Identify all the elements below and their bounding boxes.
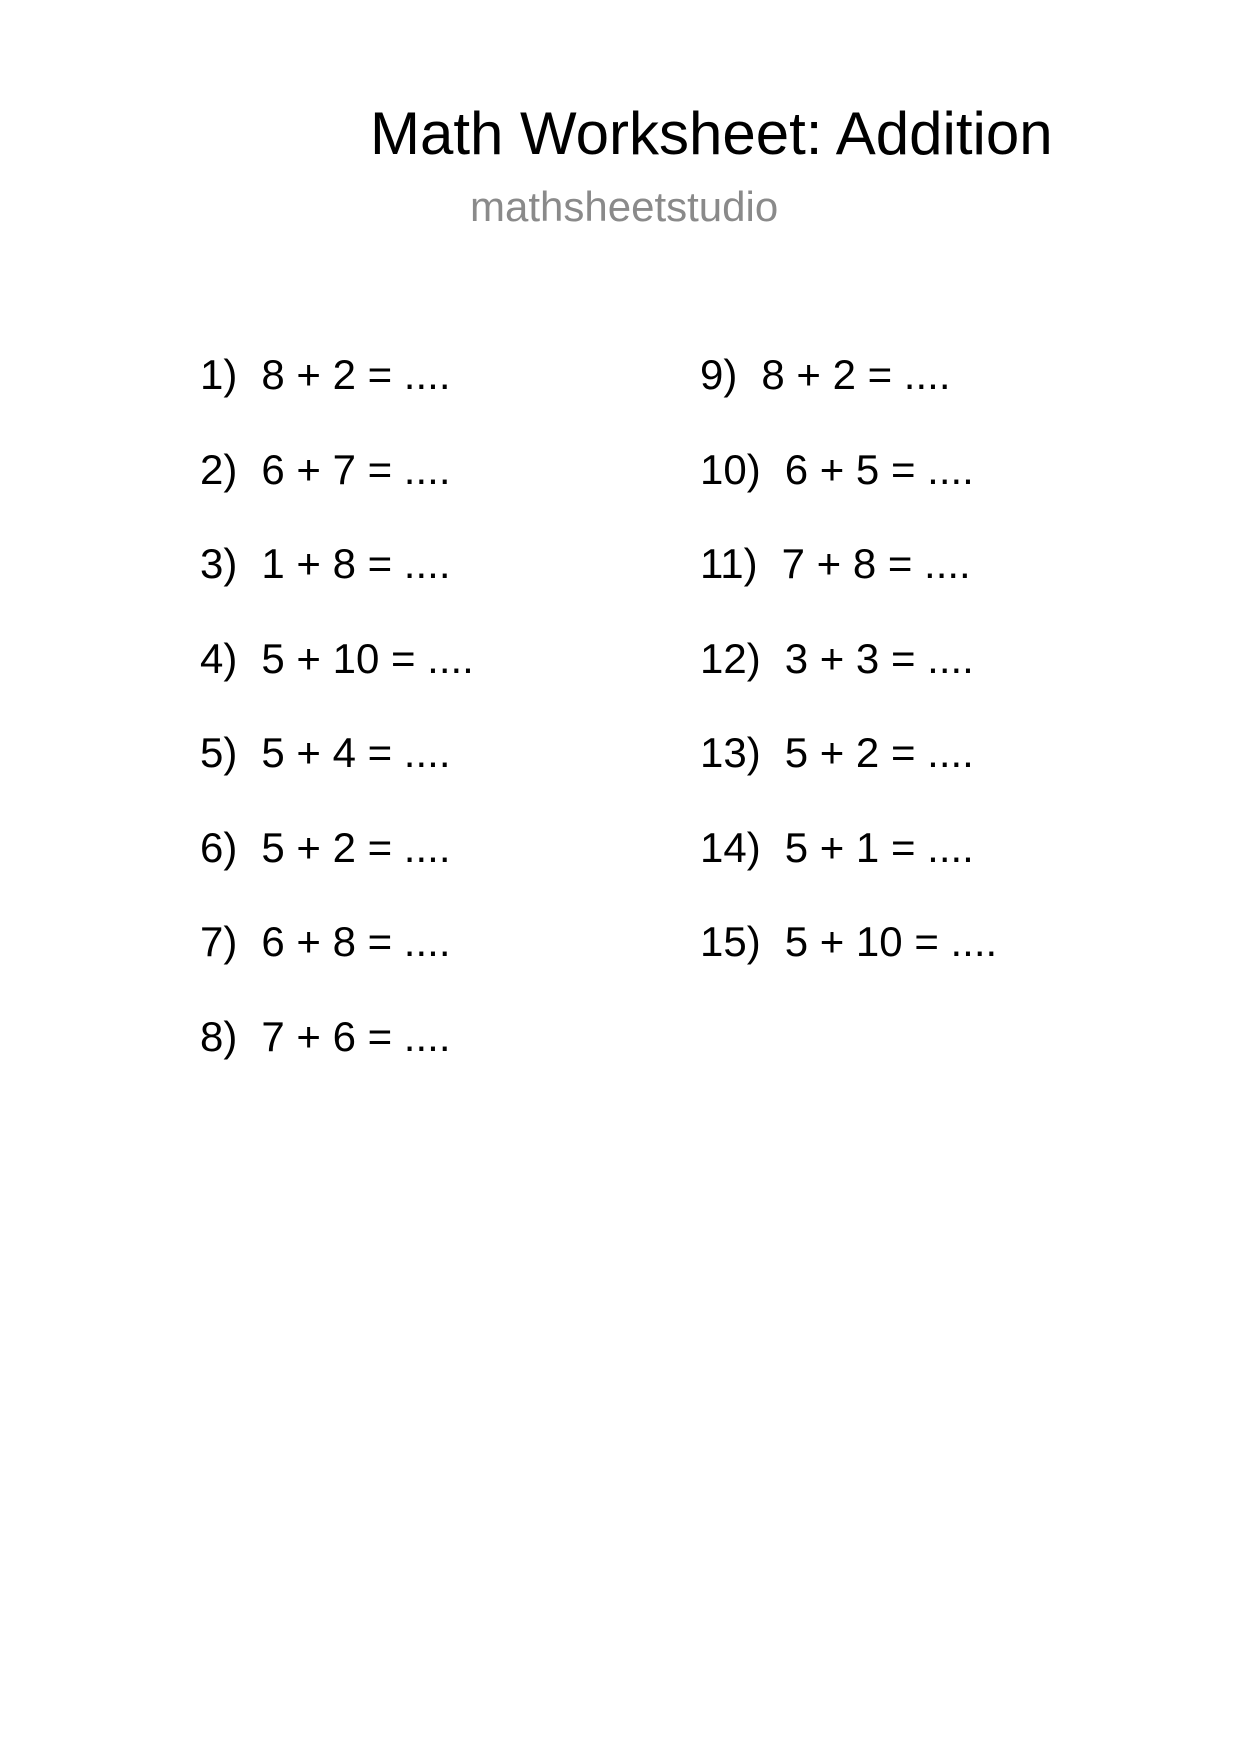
problem-expression: 5 + 10 = .... [261, 634, 474, 682]
problem-item [700, 728, 997, 823]
problem-expression: 8 + 2 = .... [261, 351, 451, 398]
problem-item [200, 1012, 474, 1107]
problem-item [700, 445, 997, 540]
problem-item [700, 917, 997, 1012]
problem-expression: 6 + 5 = .... [784, 445, 974, 493]
problem-item [200, 728, 474, 823]
problems-column-left [200, 350, 474, 1106]
problem-item [200, 823, 474, 918]
problem-number: 11) [700, 540, 758, 587]
problem-expression: 8 + 2 = .... [761, 351, 951, 398]
problem-expression: 1 + 8 = .... [261, 540, 451, 587]
problem-number: 4) [200, 634, 238, 682]
problem-number: 9) [700, 351, 738, 398]
problem-item [700, 350, 997, 445]
worksheet-subtitle: mathsheetstudio [470, 183, 779, 230]
problem-expression: 5 + 2 = .... [261, 823, 451, 871]
problem-item [700, 634, 997, 729]
problem-expression: 6 + 7 = .... [261, 445, 451, 493]
problem-expression: 7 + 8 = .... [781, 540, 971, 587]
problem-expression: 7 + 6 = .... [261, 1012, 451, 1060]
problem-number: 1) [200, 351, 238, 398]
problem-item [200, 634, 474, 729]
problem-number: 15) [700, 918, 761, 965]
problem-number: 12) [700, 634, 761, 682]
problem-expression: 5 + 2 = .... [784, 729, 974, 776]
problem-item [700, 823, 997, 918]
problem-expression: 3 + 3 = .... [784, 634, 974, 682]
problem-number: 14) [700, 823, 761, 871]
problem-item [200, 917, 474, 1012]
problem-item [200, 350, 474, 445]
problem-number: 6) [200, 823, 238, 871]
problems-column-right [700, 350, 997, 1012]
problem-expression: 5 + 10 = .... [784, 918, 998, 965]
problem-item [200, 445, 474, 540]
worksheet-title: Math Worksheet: Addition [370, 100, 1053, 167]
problem-expression: 5 + 4 = .... [261, 729, 451, 776]
problem-number: 3) [200, 540, 238, 587]
problem-number: 5) [200, 729, 238, 776]
problem-number: 13) [700, 729, 761, 776]
problem-number: 2) [200, 445, 238, 493]
problem-expression: 6 + 8 = .... [261, 918, 451, 965]
problem-number: 7) [200, 918, 238, 965]
problem-item [200, 539, 474, 634]
problem-expression: 5 + 1 = .... [784, 823, 974, 871]
problem-number: 10) [700, 445, 761, 493]
problem-item [700, 539, 997, 634]
problem-number: 8) [200, 1012, 238, 1060]
